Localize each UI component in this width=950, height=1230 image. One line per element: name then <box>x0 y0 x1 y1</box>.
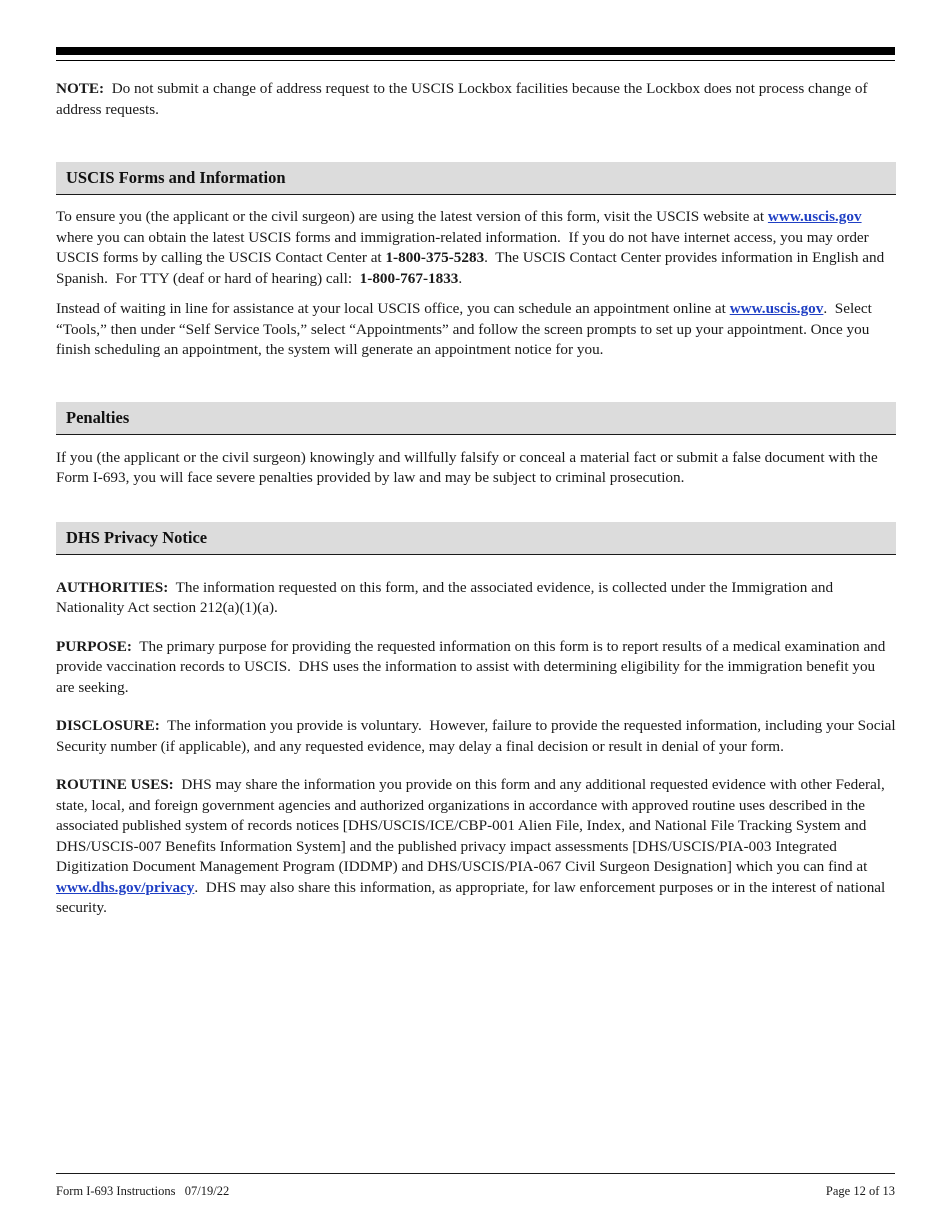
section-heading-privacy: DHS Privacy Notice <box>56 522 896 555</box>
forms-info-text: . The USCIS Contact Center provides information in English and Spanish. For TTY (deaf or hard of hearing) call: <box>56 249 888 287</box>
purpose-text: The primary purpose for providing the requested information on this form is to report results of a medical examination and provide vaccination records to USCIS. DHS uses the information to assist with determining eligibility for the immigration benefit you are seeking. <box>56 637 890 696</box>
forms-info-text: Instead of waiting in line for assistance at your local USCIS office, you can schedule an appointment online at <box>56 300 730 317</box>
purpose-label: PURPOSE: <box>56 637 132 655</box>
note-paragraph <box>56 79 896 120</box>
forms-info-text: where you can obtain the latest USCIS forms and immigration-related information. If you do not have internet access, you may order USCIS forms by calling the USCIS Contact Center at <box>56 208 873 266</box>
footer-form-id: Form I-693 Instructions 07/19/22 <box>56 1184 230 1198</box>
purpose-paragraph <box>56 637 896 699</box>
forms-info-text: . <box>458 269 463 287</box>
footer-rule <box>56 1173 895 1174</box>
disclosure-label: DISCLOSURE: <box>56 717 160 734</box>
penalties-paragraph: If you (the applicant or the civil surgeon) knowingly and willfully falsify or conceal a material fact or submit a false document with the Form I-693, you will face severe penalties provided by law and may be subject to criminal prosecution. <box>56 448 878 486</box>
forms-info-paragraph-2 <box>56 299 896 361</box>
header-thin-rule <box>56 60 895 61</box>
disclosure-text: The information you provide is voluntary. However, failure to provide the requested information, including your Social Security number (if applicable), and any requested evidence, may delay a final decision or result in denial of your form. <box>56 717 900 755</box>
uscis-appointments-link[interactable]: www.uscis.gov <box>729 300 824 317</box>
routine-uses-text: DHS may share the information you provide on this form and any additional requested evidence with other Federal, state, local, and foreign government agencies and authorized organizations in accordance with approved routine uses described in the associated published system of records notices [DHS/USCIS/ICE/CBP-001 Alien File, Index, and National File Tracking System and DHS/USCIS-007 Benefits Information System] and the published privacy impact assessments [DHS/USCIS/PIA-003 Integrated Digitization Document Management Program (IDDMP) and DHS/USCIS/PIA-067 Civil Surgeon Designation] which you can find at <box>56 776 889 875</box>
routine-uses-label: ROUTINE USES: <box>56 776 174 793</box>
uscis-website-link[interactable]: www.uscis.gov <box>767 208 862 225</box>
routine-uses-text-end: . DHS may also share this information, as appropriate, for law enforcement purposes or in the interest of national security. <box>56 878 890 916</box>
disclosure-paragraph <box>56 716 900 757</box>
forms-info-paragraph-1 <box>56 207 896 289</box>
note-text: Do not submit a change of address request to the USCIS Lockbox facilities because the Lockbox does not process change of address requests. <box>56 80 872 118</box>
dhs-privacy-link[interactable]: www.dhs.gov/privacy <box>56 878 195 896</box>
contact-center-phone: 1-800-375-5283 <box>385 249 485 266</box>
note-label: NOTE: <box>56 80 105 97</box>
tty-phone: 1-800-767-1833 <box>359 269 459 287</box>
authorities-label: AUTHORITIES: <box>56 578 169 596</box>
forms-info-text: . Select “Tools,” then under “Self Service Tools,” select “Appointments” and follow the screen prompts to set up your appointment. Once you finish scheduling an appointment, the system will generate an appointment notice for you. <box>56 300 876 358</box>
header-thick-rule <box>56 47 895 55</box>
authorities-paragraph <box>56 578 896 619</box>
page-content <box>56 79 900 919</box>
routine-uses-paragraph <box>56 775 896 919</box>
section-heading-penalties: Penalties <box>56 402 896 435</box>
section-heading-forms-info: USCIS Forms and Information <box>56 162 896 195</box>
forms-info-text: To ensure you (the applicant or the civil surgeon) are using the latest version of this form, visit the USCIS website at <box>56 208 768 225</box>
authorities-text: The information requested on this form, and the associated evidence, is collected under the Immigration and Nationality Act section 212(a)(1)(a). <box>56 578 837 616</box>
footer-page-number: Page 12 of 13 <box>825 1184 895 1198</box>
